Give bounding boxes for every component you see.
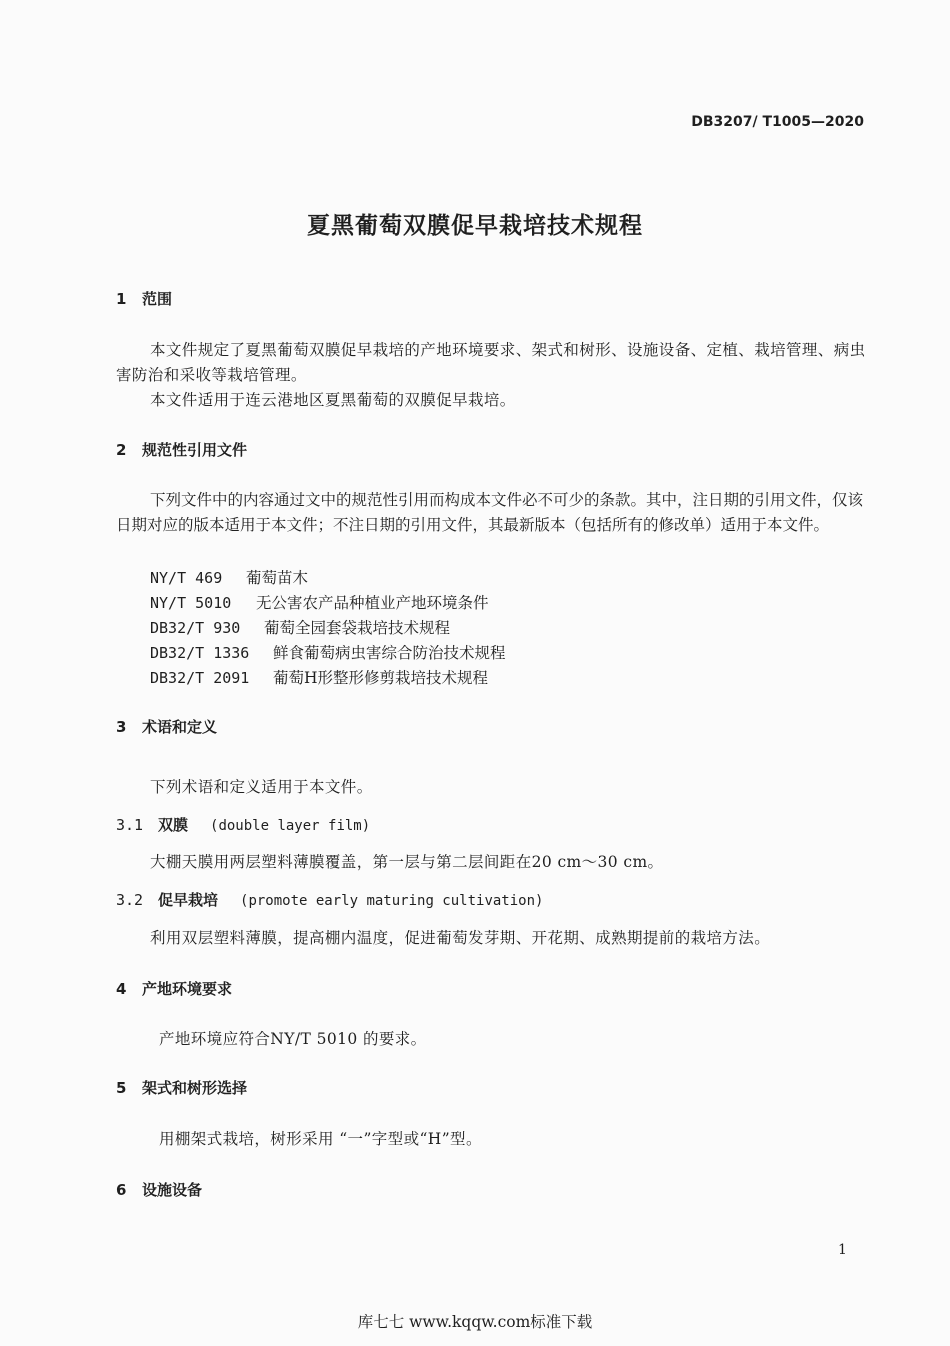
reference-code: NY/T 5010 — [150, 594, 232, 612]
section-title: 规范性引用文件 — [142, 441, 248, 459]
section-title: 产地环境要求 — [142, 980, 233, 998]
section-number: 4 — [116, 980, 127, 998]
reference-item — [150, 641, 506, 663]
reference-title: 葡萄苗木 — [246, 569, 309, 587]
section-3-paragraph-1: 下列术语和定义适用于本文件。 — [150, 778, 373, 796]
page-number: 1 — [838, 1242, 847, 1258]
reference-code: DB32/T 2091 — [150, 669, 250, 687]
subsection-3-2-heading — [116, 889, 543, 910]
footer-watermark: 库七七 www.kqqw.com标准下载 — [357, 1313, 593, 1331]
section-number: 6 — [116, 1181, 127, 1199]
section-1-heading — [116, 288, 172, 309]
reference-item — [150, 616, 450, 638]
reference-code: DB32/T 1336 — [150, 644, 250, 662]
section-title: 架式和树形选择 — [142, 1079, 248, 1097]
reference-code: NY/T 469 — [150, 569, 223, 587]
section-2-heading — [116, 439, 247, 460]
section-5-paragraph-1: 用棚架式栽培，树形采用 “一”字型或“H”型。 — [159, 1130, 482, 1148]
reference-title: 葡萄全园套袋栽培技术规程 — [264, 619, 451, 637]
section-1-paragraph-2: 本文件适用于连云港地区夏黑葡萄的双膜促早栽培。 — [150, 391, 516, 409]
section-number: 3 — [116, 718, 127, 736]
term-english: (double layer film) — [210, 818, 371, 834]
subsection-3-1-heading — [116, 814, 370, 835]
document-code: DB3207/ T1005—2020 — [691, 114, 864, 130]
term-definition: 大棚天膜用两层塑料薄膜覆盖，第一层与第二层间距在20 cm～30 cm。 — [150, 853, 664, 871]
section-5-heading — [116, 1077, 247, 1098]
subsection-number: 3.2 — [116, 891, 144, 909]
subsection-number: 3.1 — [116, 816, 144, 834]
section-3-heading — [116, 716, 217, 737]
section-6-heading — [116, 1179, 202, 1200]
term: 促早栽培 — [158, 891, 219, 909]
reference-code: DB32/T 930 — [150, 619, 241, 637]
section-4-paragraph-1: 产地环境应符合NY/T 5010 的要求。 — [159, 1030, 427, 1048]
reference-title: 葡萄H形整形修剪栽培技术规程 — [273, 669, 489, 687]
section-title: 术语和定义 — [142, 718, 218, 736]
reference-item — [150, 566, 308, 588]
term: 双膜 — [158, 816, 189, 834]
reference-item — [150, 591, 489, 613]
section-number: 5 — [116, 1079, 127, 1097]
section-2-paragraph-1: 下列文件中的内容通过文中的规范性引用而构成本文件必不可少的条款。其中，注日期的引用文件，仅该日期对应的版本适用于本文件；不注日期的引用文件，其最新版本（包括所有的修改单）适用于本文件。 — [116, 491, 864, 534]
section-number: 2 — [116, 441, 127, 459]
reference-item — [150, 666, 488, 688]
section-title: 范围 — [142, 290, 173, 308]
section-4-heading — [116, 978, 232, 999]
document-title: 夏黑葡萄双膜促早栽培技术规程 — [307, 213, 643, 239]
reference-title: 鲜食葡萄病虫害综合防治技术规程 — [273, 644, 506, 662]
reference-title: 无公害农产品种植业产地环境条件 — [256, 594, 489, 612]
term-definition: 利用双层塑料薄膜，提高棚内温度，促进葡萄发芽期、开花期、成熟期提前的栽培方法。 — [150, 929, 771, 947]
section-number: 1 — [116, 290, 127, 308]
term-english: (promote early maturing cultivation) — [240, 893, 544, 909]
section-1-paragraph-1: 本文件规定了夏黑葡萄双膜促早栽培的产地环境要求、架式和树形、设施设备、定植、栽培管理、病虫害防治和采收等栽培管理。 — [116, 341, 866, 384]
section-title: 设施设备 — [142, 1181, 203, 1199]
